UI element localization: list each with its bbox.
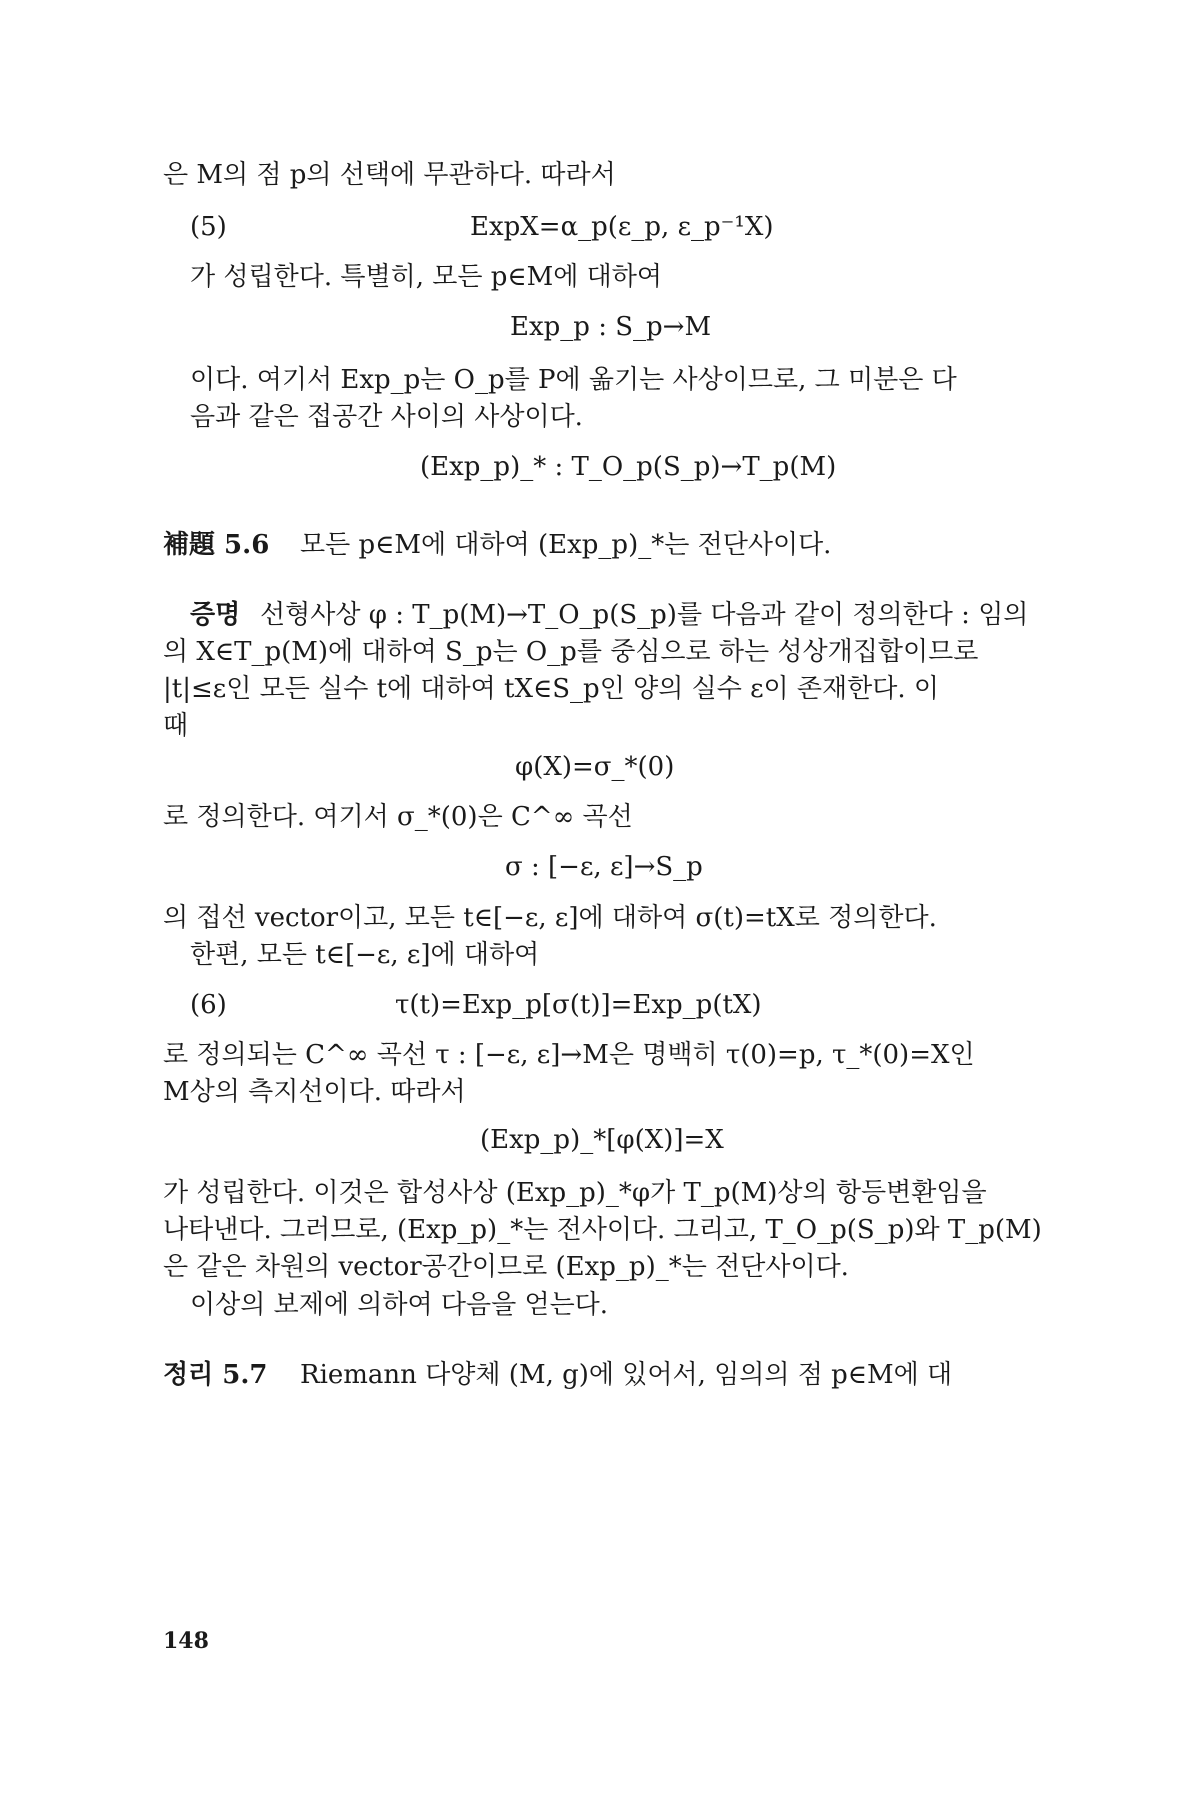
text-line: 의 접선 vector이고, 모든 t∈[−ε, ε]에 대하여 σ(t)=tX로 정의한다.: [163, 903, 937, 933]
text-line: 이상의 보제에 의하여 다음을 얻는다.: [190, 1290, 609, 1320]
text-line: 은 M의 점 p의 선택에 무관하다. 따라서: [163, 160, 616, 190]
lemma-label: 補題 5.6: [163, 530, 270, 560]
text-line: M상의 측지선이다. 따라서: [163, 1077, 466, 1107]
text-line: 가 성립한다. 특별히, 모든 p∈M에 대하여: [190, 262, 662, 292]
equation: (Exp_p)_*[φ(X)]=X: [480, 1125, 724, 1155]
equation-number: (6): [190, 990, 227, 1020]
text-line: 은 같은 차원의 vector공간이므로 (Exp_p)_*는 전단사이다.: [163, 1252, 849, 1282]
theorem-label: 정리 5.7: [163, 1360, 268, 1390]
text-line: 로 정의되는 C^∞ 곡선 τ : [−ε, ε]→M은 명백히 τ(0)=p, τ_*(0)=X인: [163, 1040, 975, 1070]
equation: (Exp_p)_* : T_O_p(S_p)→T_p(M): [420, 452, 837, 482]
equation: Exp_p : S_p→M: [510, 312, 712, 342]
lemma-text: 모든 p∈M에 대하여 (Exp_p)_*는 전단사이다.: [300, 530, 832, 560]
text-line: 나타낸다. 그러므로, (Exp_p)_*는 전사이다. 그리고, T_O_p(S_p)와 T_p(M): [163, 1215, 1042, 1245]
text-line: 때: [163, 711, 189, 741]
text-line: 이다. 여기서 Exp_p는 O_p를 P에 옮기는 사상이므로, 그 미분은 다: [190, 365, 957, 395]
equation: ExpX=α_p(ε_p, ε_p⁻¹X): [470, 212, 774, 242]
text-line: 선형사상 φ : T_p(M)→T_O_p(S_p)를 다음과 같이 정의한다 : 임의: [260, 600, 1029, 630]
equation: σ : [−ε, ε]→S_p: [505, 852, 703, 882]
equation: τ(t)=Exp_p[σ(t)]=Exp_p(tX): [395, 990, 762, 1020]
text-line: 한편, 모든 t∈[−ε, ε]에 대하여: [190, 940, 540, 970]
text-line: 음과 같은 접공간 사이의 사상이다.: [190, 402, 583, 432]
equation-number: (5): [190, 212, 227, 242]
text-line: 의 X∈T_p(M)에 대하여 S_p는 O_p를 중심으로 하는 성상개집합이므로: [163, 637, 979, 667]
page-number: 148: [163, 1628, 209, 1654]
theorem-text: Riemann 다양체 (M, g)에 있어서, 임의의 점 p∈M에 대: [300, 1360, 953, 1390]
proof-label: 증명: [190, 600, 241, 630]
text-line: 로 정의한다. 여기서 σ_*(0)은 C^∞ 곡선: [163, 802, 633, 832]
text-line: |t|≤ε인 모든 실수 t에 대하여 tX∈S_p인 양의 실수 ε이 존재한다. 이: [163, 674, 940, 704]
equation: φ(X)=σ_*(0): [515, 752, 675, 782]
text-line: 가 성립한다. 이것은 합성사상 (Exp_p)_*φ가 T_p(M)상의 항등변환임을: [163, 1178, 987, 1208]
